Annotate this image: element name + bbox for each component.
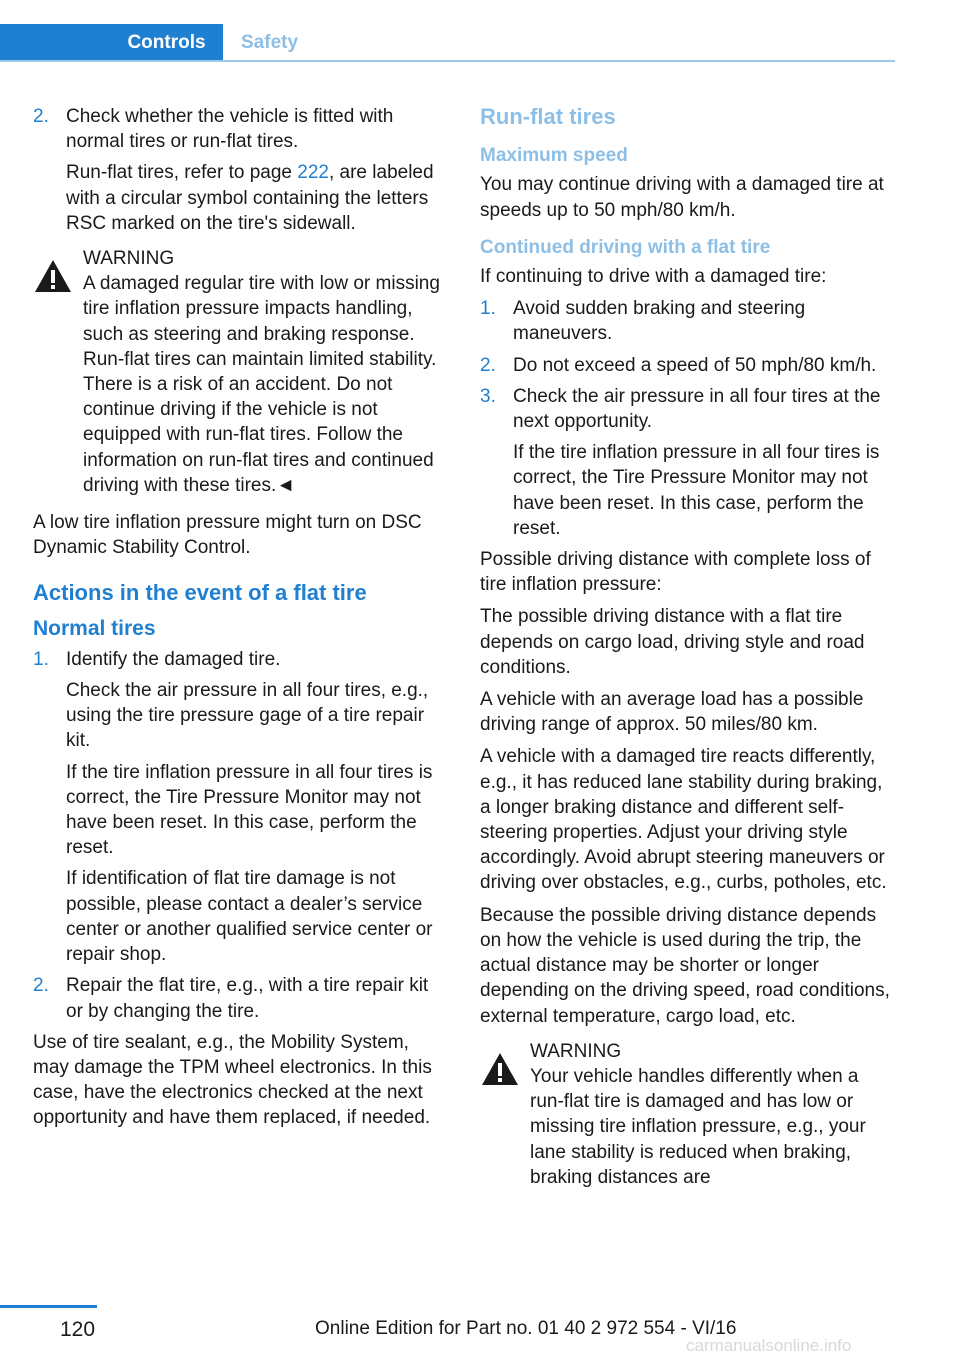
warning-box	[33, 246, 445, 498]
list-number: 2.	[33, 975, 49, 997]
list-number: 2.	[480, 354, 496, 376]
tab-controls[interactable]: Controls	[0, 24, 223, 62]
list-number: 1.	[480, 298, 496, 320]
section-heading: Run-flat tires	[480, 104, 616, 129]
text-run: Run-flat tires, refer to page	[66, 162, 298, 184]
warning-triangle-icon	[480, 1051, 520, 1087]
tab-divider	[0, 60, 895, 62]
watermark: carmanualsonline.info	[686, 1336, 852, 1355]
edition-text: Online Edition for Part no. 01 40 2 972 554 - VI/16	[315, 1318, 737, 1339]
warning-triangle-icon	[33, 258, 73, 294]
list-item	[33, 973, 445, 1023]
paragraph: Because the possible driving distance depends on how the vehicle is used during the trip, the actual distance may be shorter or longer depending on the driving speed, road conditions, external temperature, cargo load, etc.	[480, 904, 890, 1027]
subsection-heading: Continued driving with a flat tire	[480, 236, 771, 258]
paragraph: Possible driving distance with complete loss of tire inflation pressure:	[480, 549, 871, 596]
warning-text: Your vehicle handles differently when a run-flat tire is damaged and has low or missing tire inflation pressure, e.g., your lane stability is reduced when braking, braking distances are	[530, 1065, 866, 1188]
list-number: 1.	[33, 648, 49, 670]
paragraph: If continuing to drive with a damaged tire:	[480, 266, 827, 288]
list-text: Identify the damaged tire.	[66, 648, 281, 670]
list-text: Check whether the vehicle is fitted with normal tires or run-flat tires.	[66, 106, 394, 153]
warning-box	[480, 1039, 895, 1190]
paragraph: Use of tire sealant, e.g., the Mobility System, may damage the TPM wheel electronics. In this case, have the electronics checked at the next opportunity and have them replaced, if needed.	[33, 1031, 432, 1129]
paragraph: A vehicle with a damaged tire reacts differently, e.g., it has reduced lane stability during braking, a longer braking distance and different self-steering properties. Adjust your driving style accordingly. Avoid abrupt steering maneuvers or driving over obstacles, e.g., curbs, potholes, etc.	[480, 746, 887, 894]
right-column	[480, 104, 895, 1202]
list-text: Check the air pressure in all four tires at the next opportunity.	[513, 385, 881, 433]
paragraph: A low tire inflation pressure might turn on DSC Dynamic Stability Control.	[33, 512, 422, 559]
list-text: If the tire inflation pressure in all four tires is correct, the Tire Pressure Monitor may not have been reset. In this case, perform the reset.	[66, 761, 433, 859]
list-number: 2.	[33, 106, 49, 127]
page-number: 120	[60, 1318, 96, 1341]
warning-title: WARNING	[83, 248, 175, 270]
list-item	[480, 384, 895, 541]
list-text: Avoid sudden braking and steering maneuvers.	[513, 298, 806, 345]
list-text: If identification of flat tire damage is not possible, please contact a dealer’s service center or another qualified service center or repair shop.	[66, 868, 433, 966]
warning-text: A damaged regular tire with low or missing tire inflation pressure impacts handling, such as steering and braking response. Run-flat tires can maintain limited stability. There is a risk of an accident. Do not continue driving if the vehicle is not equipped with run-flat tires. Follow the information on run-flat tires and continued driving with these tires.◄	[83, 273, 440, 496]
left-column	[33, 104, 445, 1138]
subsection-heading: Maximum speed	[480, 145, 628, 167]
list-number: 3.	[480, 385, 496, 407]
list-text: If the tire inflation pressure in all four tires is correct, the Tire Pressure Monitor may not have been reset. In this case, perform the reset.	[513, 442, 880, 539]
footer-rule	[0, 1305, 97, 1308]
section-tabs	[0, 24, 895, 62]
list-text	[66, 160, 445, 236]
tab-safety[interactable]: Safety	[241, 32, 299, 53]
list-item	[33, 647, 445, 967]
paragraph: A vehicle with an average load has a possible driving range of approx. 50 miles/80 km.	[480, 689, 864, 736]
list-item	[480, 353, 895, 378]
section-heading: Actions in the event of a flat tire	[33, 580, 367, 606]
text-run: , are labeled with a circular symbol containing the letters RSC marked on the tire's sidewall.	[66, 162, 434, 234]
paragraph: The possible driving distance with a flat tire depends on cargo load, driving style and road conditions.	[480, 606, 865, 678]
list-text: Repair the flat tire, e.g., with a tire repair kit or by changing the tire.	[66, 975, 429, 1022]
list-text: Check the air pressure in all four tires, e.g., using the tire pressure gage of a tire repair kit.	[66, 680, 429, 752]
list-text: Do not exceed a speed of 50 mph/80 km/h.	[513, 354, 877, 376]
subsection-heading: Normal tires	[33, 616, 156, 640]
paragraph: You may continue driving with a damaged tire at speeds up to 50 mph/80 km/h.	[480, 174, 884, 221]
list-item	[33, 104, 445, 236]
list-item	[480, 296, 895, 346]
page-link[interactable]: 222	[297, 162, 329, 184]
warning-title: WARNING	[530, 1040, 622, 1062]
